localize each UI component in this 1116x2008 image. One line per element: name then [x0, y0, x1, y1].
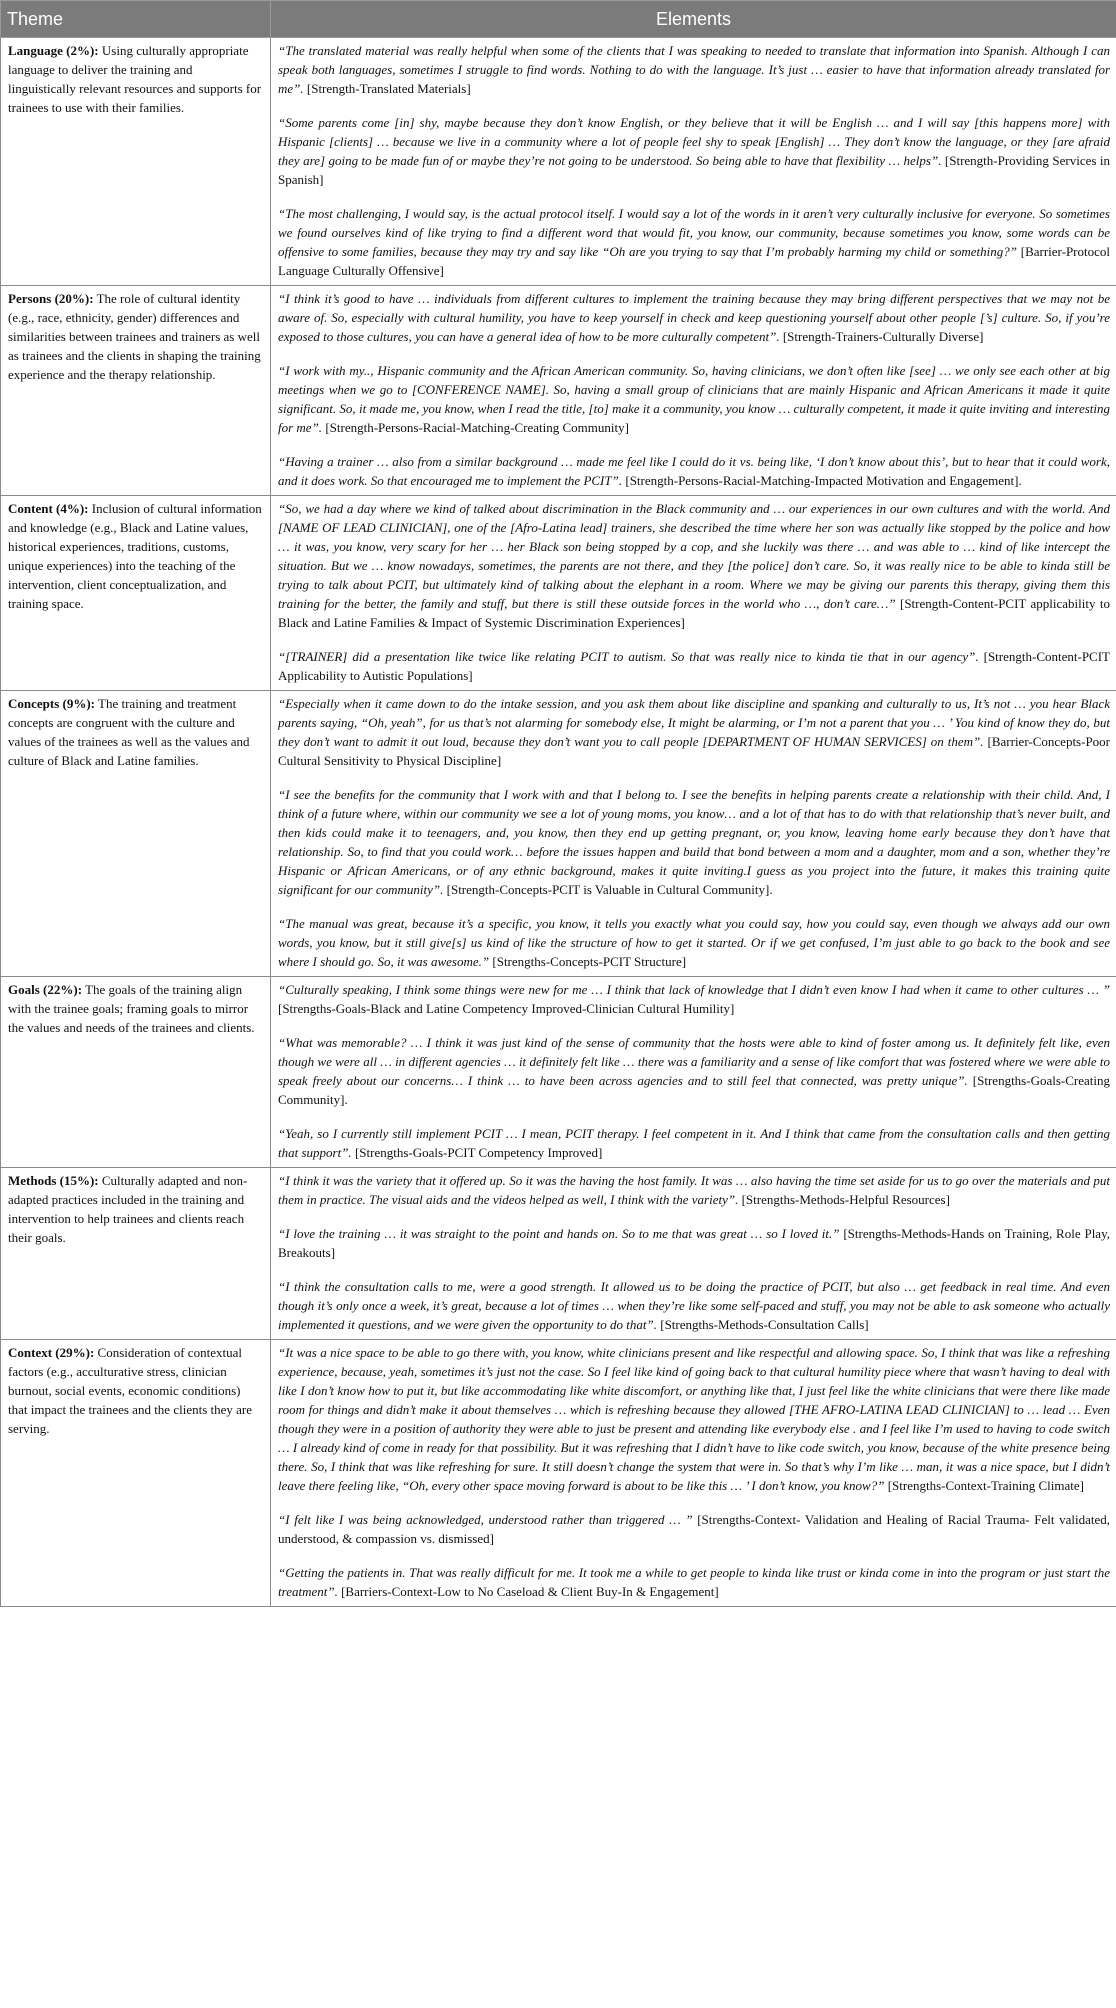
- theme-name: Content (4%):: [8, 501, 89, 516]
- elements-cell: [271, 496, 1116, 691]
- theme-description: Consideration of contextual factors (e.g., acculturative stress, clinician burnout, social events, economic conditions) that impact the trainees and the clients they are serving.: [8, 1345, 253, 1436]
- elements-cell: [271, 1168, 1116, 1340]
- quote-tag: [Strengths-Methods-Helpful Resources]: [738, 1192, 950, 1207]
- theme-description: The goals of the training align with the trainee goals; framing goals to mirror the values and needs of the trainees and clients.: [8, 982, 255, 1035]
- quote: [278, 980, 1110, 1018]
- quote-text: “I love the training … it was straight to the point and hands on. So to me that was great … so I loved it.”: [278, 1226, 840, 1241]
- quote: [278, 1033, 1110, 1109]
- quote-text: “I see the benefits for the community that I work with and that I belong to. I see the benefits in helping parents create a relationship with their child. And, I think of a future where, within our community we see a lot of young moms, you know… and a lot of that has to do with that relationship that’s never built, and then kids could make it to teenagers, and, you know, then they end up getting pregnant, or, you know, leaving home early because they don’t have that relationship. So, to find that you could work… before the issues happen and build that bond between a mom and a daughter, mom and a son, whether they’re Hispanic or African Americans, or of any ethnic background, makes it quite inviting.I guess as you project into the future, it makes this training quite significant for our community”.: [278, 787, 1110, 897]
- quote: [278, 1171, 1110, 1209]
- quote: [278, 361, 1110, 437]
- quote-tag: [Strength-Content-PCIT Applicability to Autistic Populations]: [278, 649, 1110, 683]
- quote-text: “It was a nice space to be able to go there with, you know, white clinicians present and like respectful and allowing space. So, I think that was like a refreshing experience, because, yeah, sometimes it’s just not the case. So I feel like kind of going back to that cultural humility piece where that wasn’t having to deal with like I don’t know how to put it, but like accommodating like white discomfort, or anything like that, I just feel like the white clinicians that were there like made room for things and didn’t make it about themselves … which is refreshing because they allowed [THE AFRO-LATINA LEAD CLINICIAN] to … lead … Even though they were in a position of authority they were able to just be present and attending like everybody else . and I feel like I’m used to having to code switch … I already kind of come in ready for that possibility. But it was refreshing that I didn’t have to like code switch, you know, because of the white presence being there. So, I think that was like refreshing for sure. It still doesn’t change the system that were in. So that’s why I’m like … man, it was a nice space, but I didn’t leave there feeling like, “Oh, every other space moving forward is about to be like this … ’ I don’t know, you know?”: [278, 1345, 1110, 1493]
- quote: [278, 914, 1110, 971]
- theme-cell: [1, 1340, 271, 1607]
- table-row: [1, 38, 1116, 286]
- quote-text: “The most challenging, I would say, is the actual protocol itself. I would say a lot of the words in it aren’t very culturally inclusive for everyone. So sometimes we found ourselves kind of like trying to find a different word that would fit, you know, our community, because sometimes you know, some words can be offensive to some families, because they may try and say like “Oh are you trying to say that I’m probably harming my child or something?”: [278, 206, 1110, 259]
- quote-tag: [Strength-Persons-Racial-Matching-Impacted Motivation and Engagement].: [622, 473, 1022, 488]
- quote-tag: [Strengths-Context- Validation and Healing of Racial Trauma- Felt validated, understood, & compassion vs. dismissed]: [278, 1512, 1110, 1546]
- quote-tag: [Barrier-Protocol Language Culturally Offensive]: [278, 244, 1110, 278]
- table-row: [1, 1168, 1116, 1340]
- quote: [278, 785, 1110, 899]
- quote-text: “The manual was great, because it’s a specific, you know, it tells you exactly what you could say, how you could say, even though we always add our own words, you know, but it still give[s] us kind of like the structure of how to get it started. Or if we get confused, I’m just able to go back to the book and see where I should go. So, it was awesome.”: [278, 916, 1110, 969]
- quote-tag: [Strengths-Context-Training Climate]: [884, 1478, 1084, 1493]
- theme-description: Using culturally appropriate language to deliver the training and linguistically relevant resources and supports for trainees to use with their families.: [8, 43, 262, 115]
- table-row: [1, 286, 1116, 496]
- theme-cell: [1, 496, 271, 691]
- quote-text: “Some parents come [in] shy, maybe because they don’t know English, or they believe that it will be English … and I will say [this happens more] with Hispanic [clients] … because we live in a community where a lot of people feel shy to speak [English] … They don’t know the language, or they [are afraid they are] going to be made fun of or maybe they’re not going to be understood. So being able to have that flexibility … helps”.: [278, 115, 1110, 168]
- elements-cell: [271, 977, 1116, 1168]
- quote: [278, 204, 1110, 280]
- theme-description: Culturally adapted and non-adapted practices included in the training and intervention to help trainees and clients reach their goals.: [8, 1173, 248, 1245]
- elements-cell: [271, 286, 1116, 496]
- quote: [278, 647, 1110, 685]
- quote: [278, 113, 1110, 189]
- quote-text: “I felt like I was being acknowledged, understood rather than triggered … ”: [278, 1512, 693, 1527]
- quote-tag: [Strengths-Methods-Hands on Training, Role Play, Breakouts]: [278, 1226, 1110, 1260]
- quote-tag: [Strengths-Concepts-PCIT Structure]: [489, 954, 687, 969]
- quote: [278, 694, 1110, 770]
- quote-tag: [Barrier-Concepts-Poor Cultural Sensitivity to Physical Discipline]: [278, 734, 1110, 768]
- quote-text: “Getting the patients in. That was really difficult for me. It took me a while to get people to kinda like trust or kinda come in into the program or just start the treatment”.: [278, 1565, 1110, 1599]
- quote-tag: [Strength-Persons-Racial-Matching-Creating Community]: [322, 420, 629, 435]
- theme-cell: [1, 1168, 271, 1340]
- quote: [278, 1124, 1110, 1162]
- table-row: [1, 1340, 1116, 1607]
- theme-description: The training and treatment concepts are congruent with the culture and values of the trainees as well as the values and culture of Black and Latine families.: [8, 696, 250, 768]
- quote-text: “I think it’s good to have … individuals from different cultures to implement the training because they may bring different perspectives that we may not be aware of. So, especially with cultural humility, you have to keep yourself in check and keep questioning yourself about other people [’s] culture. So, if you’re exposed to those cultures, you can have a general idea of how to be more culturally competent”.: [278, 291, 1110, 344]
- theme-cell: [1, 691, 271, 977]
- quote-text: “The translated material was really helpful when some of the clients that I was speaking to needed to translate that information into Spanish. Although I can speak both languages, sometimes I struggle to find words. Nothing to do with the language. It’s just … easier to have that information already translated for me”.: [278, 43, 1110, 96]
- quote-tag: [Strengths-Goals-Creating Community].: [278, 1073, 1110, 1107]
- theme-name: Persons (20%):: [8, 291, 94, 306]
- elements-cell: [271, 1340, 1116, 1607]
- quote-text: “Yeah, so I currently still implement PCIT … I mean, PCIT therapy. I feel competent in it. And I think that came from the consultation calls and then getting that support”.: [278, 1126, 1110, 1160]
- header-elements: Elements: [271, 1, 1116, 38]
- table-row: [1, 496, 1116, 691]
- quote: [278, 1277, 1110, 1334]
- quote: [278, 1224, 1110, 1262]
- quote-text: “Having a trainer … also from a similar background … made me feel like I could do it vs. being like, ‘I don’t know about this’, but to hear that it could work, and it does work. So that encouraged me to implement the PCIT”.: [278, 454, 1110, 488]
- quote: [278, 499, 1110, 632]
- table-row: [1, 977, 1116, 1168]
- theme-name: Concepts (9%):: [8, 696, 96, 711]
- quote-text: “What was memorable? … I think it was just kind of the sense of community that the hosts were able to kind of foster among us. It definitely felt like, even though we were all … in different agencies … it definitely felt like … there was a familiarity and a sense of like comfort that was fostered where we were able to speak freely about our concerns… I think … to have been across agencies and to still feel that connected, was pretty unique”.: [278, 1035, 1110, 1088]
- quote-tag: [Strength-Content-PCIT applicability to Black and Latine Families & Impact of Systemic Discrimination Experiences]: [278, 596, 1110, 630]
- quote: [278, 1563, 1110, 1601]
- quote-text: “I think the consultation calls to me, were a good strength. It allowed us to be doing the practice of PCIT, but also … get feedback in real time. And even though it’s only once a week, it’s great, because a lot of times … when they’re like some self-paced and stuff, you may not be able to ask someone who actually implemented it questions, and we were given the opportunity to do that”.: [278, 1279, 1110, 1332]
- quote-text: “[TRAINER] did a presentation like twice like relating PCIT to autism. So that was really nice to kinda tie that in our agency”.: [278, 649, 979, 664]
- theme-cell: [1, 38, 271, 286]
- quote: [278, 289, 1110, 346]
- quote-text: “Culturally speaking, I think some things were new for me … I think that lack of knowledge that I didn’t even know I had when it came to other cultures … ”: [278, 982, 1110, 997]
- quote-tag: [Strengths-Methods-Consultation Calls]: [657, 1317, 869, 1332]
- quote-tag: [Strength-Concepts-PCIT is Valuable in Cultural Community].: [443, 882, 773, 897]
- quote: [278, 1510, 1110, 1548]
- elements-cell: [271, 691, 1116, 977]
- header-row: [1, 1, 1116, 38]
- theme-description: The role of cultural identity (e.g., race, ethnicity, gender) differences and similarities between trainees and trainers as well as trainees and the clients in shaping the training experience and the therapy relationship.: [8, 291, 261, 382]
- quote-tag: [Strengths-Goals-Black and Latine Competency Improved-Clinician Cultural Humility]: [278, 1001, 735, 1016]
- quote-text: “So, we had a day where we kind of talked about discrimination in the Black community and … our experiences in our own cultures and with the world. And [NAME OF LEAD CLINICIAN], one of the [Afro-Latina lead] trainers, she described the time where her son was actually like stopped by the police and how … it was, you know, very scary for her … her Black son being stopped by a cop, and she luckily was there … and was able to … kind of like intercept the situation. But we … know nowadays, sometimes, the parents are not there, and they [the police] don’t care. So, it was really nice to be able to kinda still be trying to talk about PCIT, but ultimately kind of talking about the elephant in a room. Where we may be giving our parents this therapy, giving them this training for the better, the family and stuff, but there is still these outside forces in the world who …, don’t care…”: [278, 501, 1110, 611]
- quote-text: “I think it was the variety that it offered up. So it was the having the host family. It was … also having the time set aside for us to go over the materials and put them in practice. The visual aids and the videos helped as well, I think with the variety”.: [278, 1173, 1110, 1207]
- theme-name: Goals (22%):: [8, 982, 83, 997]
- quote-tag: [Strength-Trainers-Culturally Diverse]: [779, 329, 984, 344]
- theme-cell: [1, 286, 271, 496]
- quote-text: “I work with my.., Hispanic community and the African American community. So, having clinicians, we don’t often like [see] … we only see each other at big meetings when we go to [CONFERENCE NAME]. So, having a small group of clinicians that are mainly Hispanic and African Americans it made it quite significant. So, it made me, you know, when I read the title, [to] make it a community, you know … culturally competent, it made it quite inviting and interesting for me”.: [278, 363, 1110, 435]
- quote: [278, 452, 1110, 490]
- quote-tag: [Strength-Providing Services in Spanish]: [278, 153, 1110, 187]
- quote-tag: [Strength-Translated Materials]: [303, 81, 471, 96]
- header-theme: Theme: [1, 1, 271, 38]
- theme-name: Methods (15%):: [8, 1173, 99, 1188]
- theme-description: Inclusion of cultural information and knowledge (e.g., Black and Latine values, historical experiences, traditions, customs, unique experiences) into the teaching of the intervention, client conceptualization, and training space.: [8, 501, 262, 611]
- quote: [278, 1343, 1110, 1495]
- quote-tag: [Barriers-Context-Low to No Caseload & Client Buy-In & Engagement]: [337, 1584, 719, 1599]
- theme-name: Language (2%):: [8, 43, 99, 58]
- theme-name: Context (29%):: [8, 1345, 95, 1360]
- theme-cell: [1, 977, 271, 1168]
- quote-text: “Especially when it came down to do the intake session, and you ask them about like discipline and spanking and culturally to us, It’s not … you hear Black parents saying, “Oh, yeah”, for us that’s not alarming for somebody else, It might be alarming, or I’m not a parent that you … ’ You kind of know they do, but they don’t want to admit it out loud, because they don’t want you to call people [DEPARTMENT OF HUMAN SERVICES] on them”.: [278, 696, 1110, 749]
- table-row: [1, 691, 1116, 977]
- quote: [278, 41, 1110, 98]
- elements-cell: [271, 38, 1116, 286]
- quote-tag: [Strengths-Goals-PCIT Competency Improved]: [351, 1145, 603, 1160]
